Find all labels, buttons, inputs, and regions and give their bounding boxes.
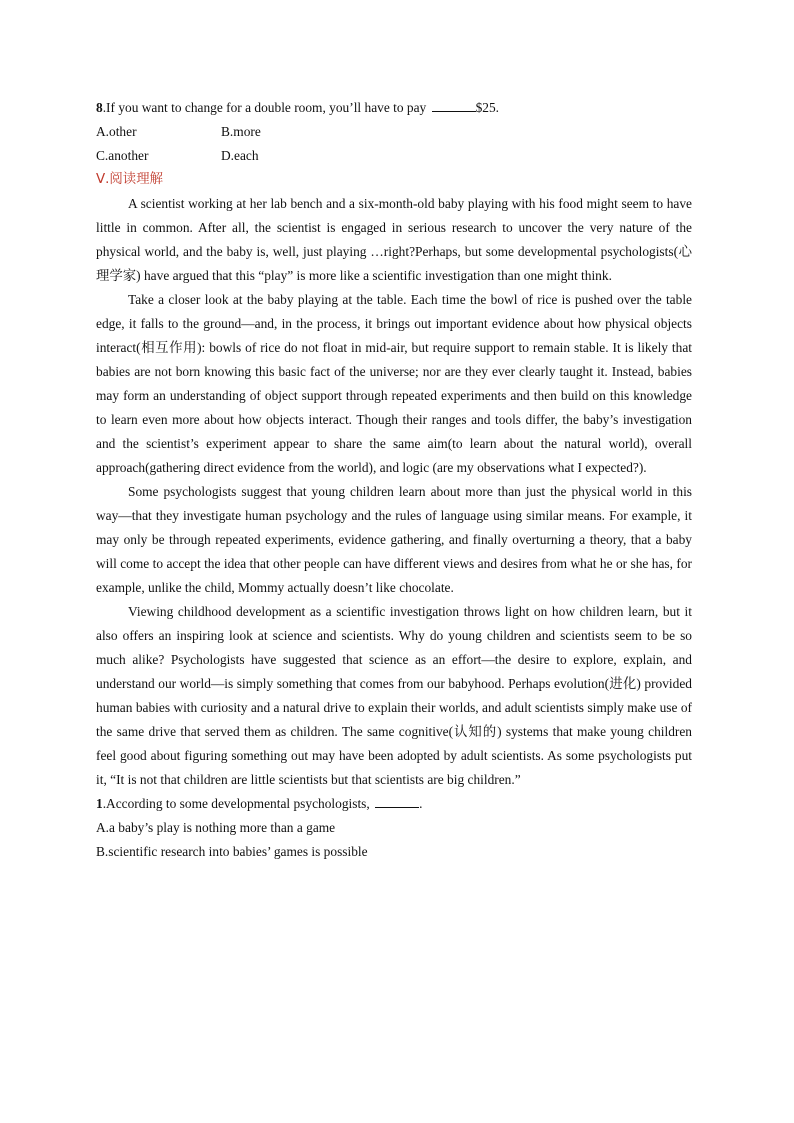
option-c: C.another bbox=[96, 148, 149, 163]
question-1-option-a: A.a baby’s play is nothing more than a game bbox=[96, 820, 336, 835]
option-b: B.more bbox=[221, 124, 261, 139]
passage-paragraph-1: A scientist working at her lab bench and a six-month-old baby playing with his food might seem to have little in common. After all, the scientist is engaged in serious research to uncover the very nature of the physical world, and the baby is, well, just playing …right?Perhaps, but some developmental psychologists(心理学家) have argued that this “play” is more like a scientific investigation than one might think. bbox=[96, 196, 692, 283]
option-d: D.each bbox=[221, 148, 259, 163]
answer-blank bbox=[375, 795, 419, 808]
option-a: A.other bbox=[96, 124, 137, 139]
question-8-options-row-1 bbox=[96, 120, 696, 144]
question-1-option-b: B.scientific research into babies’ games is possible bbox=[96, 844, 368, 859]
question-1-text: .According to some developmental psychologists, bbox=[102, 796, 370, 811]
question-1-stem bbox=[96, 792, 696, 816]
document-page bbox=[96, 96, 696, 864]
section-heading: Ⅴ.阅读理解 bbox=[96, 172, 163, 187]
passage-paragraph-3: Some psychologists suggest that young children learn about more than just the physical world in this way—that they investigate human psychology and the rules of language using similar means. For example, it may only be through repeated experiments, evidence gathering, and finally overturning a theory, that a baby will come to accept the idea that other people can have different views and desires from what he or she has, for example, unlike the child, Mommy actually doesn’t like chocolate. bbox=[96, 484, 692, 595]
question-8-options-row-2 bbox=[96, 144, 696, 168]
passage-paragraph-4: Viewing childhood development as a scientific investigation throws light on how children learn, but it also offers an inspiring look at science and scientists. Why do young children and scientists seem to be so much alike? Psychologists have suggested that science as an effort—the desire to explore, explain, and understand our world—is simply something that comes from our babyhood. Perhaps evolution(进化) provided human babies with curiosity and a natural drive to explain their worlds, and adult scientists simply make use of the same drive that served them as children. The same cognitive(认知的) systems that make young children feel good about figuring something out may have been adopted by adult scientists. As some psychologists put it, “It is not that children are little scientists but that scientists are big children.” bbox=[96, 604, 692, 787]
question-8-text: .If you want to change for a double room, you’ll have to pay bbox=[102, 100, 427, 115]
passage-paragraph-2: Take a closer look at the baby playing at the table. Each time the bowl of rice is pushed over the table edge, it falls to the ground—and, in the process, it brings out important evidence about how physical objects interact(相互作用): bowls of rice do not float in mid-air, but require support to remain stable. It is likely that babies are not born knowing this basic fact of the universe; nor are they ever clearly taught it. Instead, babies may form an understanding of object support through repeated experiments and then build on this knowledge to learn even more about how objects interact. Though their ranges and tools differ, the baby’s investigation and the scientist’s experiment appear to share the same aim(to learn about the natural world), overall approach(gathering direct evidence from the world), and logic (are my observations what I expected?). bbox=[96, 292, 692, 475]
question-1-text-end: . bbox=[419, 796, 423, 811]
question-8-stem bbox=[96, 96, 696, 120]
question-8-number: 8 bbox=[96, 100, 103, 115]
question-1-number: 1 bbox=[96, 796, 103, 811]
question-8-text-end: $25. bbox=[475, 100, 500, 115]
answer-blank bbox=[432, 99, 476, 112]
